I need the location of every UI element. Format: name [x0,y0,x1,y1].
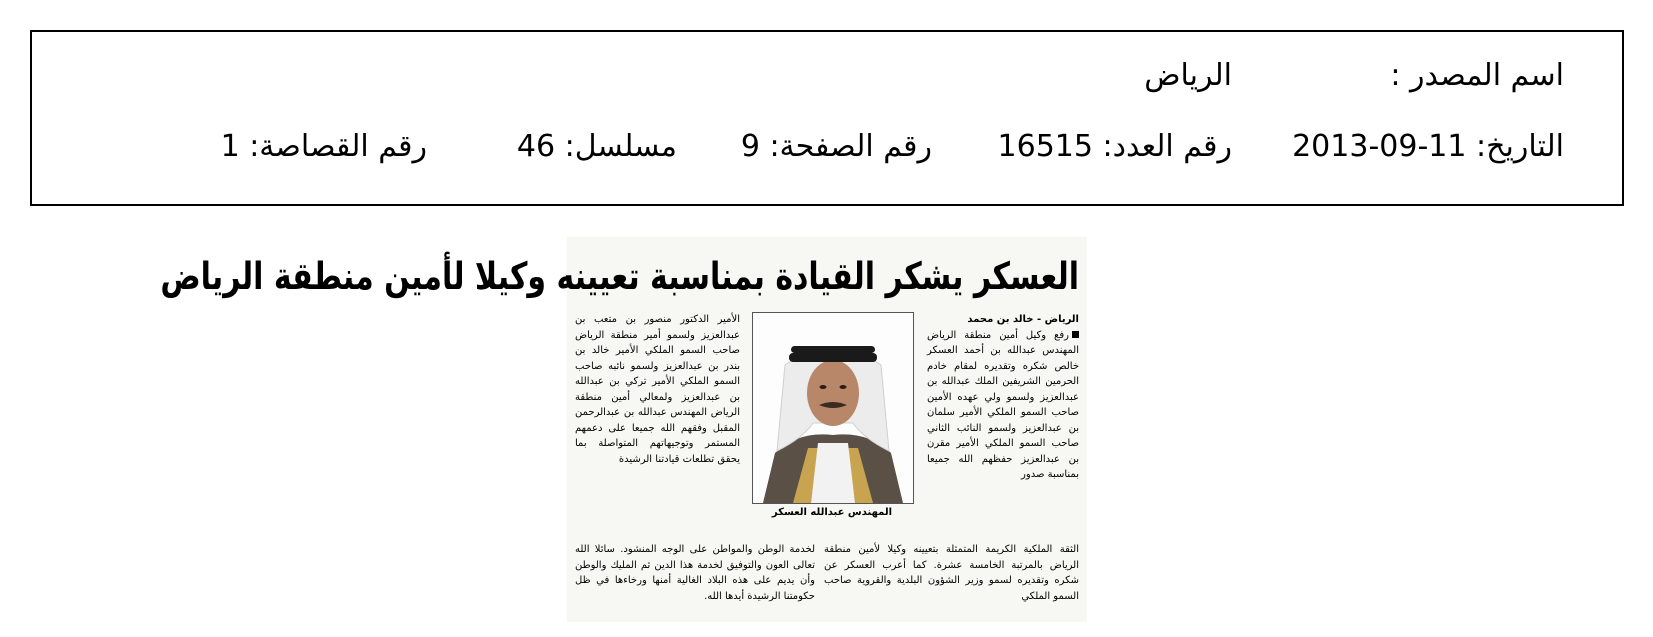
clip-number-field: رقم القصاصة: 1 [220,129,427,164]
article-column-bottom-right: الثقة الملكية الكريمة المتمثلة بتعيينه وكيلا لأمين منطقة الرياض بالمرتبة الخامسة عشرة. كما أعرب العسكر عن شكره وتقديره لسمو وزير الشؤون البلدية والقروية صاحب السمو الملكي [824,544,1079,602]
issue-number-field: رقم العدد: 16515 [997,129,1232,164]
page-number-field: رقم الصفحة: 9 [740,129,932,164]
newspaper-clipping [160,237,1087,622]
column-right-text: رفع وكيل أمين منطقة الرياض المهندس عبدالله بن أحمد العسكر خالص شكره وتقديره لمقام خادم الحرمين الشريفين الملك عبدالله بن عبدالعزيز ولسمو ولي عهده الأمين صاحب السمو الملكي الأمير سلمان بن عبدالعزيز ولسمو النائب الثاني صاحب السمو الملكي الأمير مقرن بن عبدالعزيز حفظهم الله جميعا بمناسبة صدور [927,329,1079,480]
article-headline: العسكر يشكر القيادة بمناسبة تعيينه وكيلا لأمين منطقة الرياض [160,255,1079,299]
date-field: التاريخ: 11-09-2013 [1292,129,1564,164]
article-byline: الرياض - خالد بن محمد [967,314,1079,325]
portrait-illustration-icon [753,313,913,503]
article-column-bottom-left: لخدمة الوطن والمواطن على الوجه المنشود. سائلا الله تعالى العون والتوفيق لخدمة هذا الدين ثم المليك والوطن وأن يديم على هذه البلاد الغالية أمنها ورخاءها في ظل حكومتنا الرشيدة أيدها الله. [575,544,815,602]
bullet-icon [1072,331,1079,338]
serial-field: مسلسل: 46 [516,129,677,164]
article-column-left: الأمير الدكتور منصور بن متعب بن عبدالعزيز ولسمو أمير منطقة الرياض صاحب السمو الملكي الأمير خالد بن بندر بن عبدالعزيز ولسمو نائبه صاحب السمو الملكي الأمير تركي بن عبدالله بن عبدالعزيز ولمعالي أمين منطقة الرياض المهندس عبدالله بن عبدالرحمن المقبل وفقهم الله جميعا على دعمهم المستمر وتوجيهاتهم المتواصلة بما يحقق تطلعات قيادتنا الرشيدة [575,314,740,465]
source-label: اسم المصدر : [1390,58,1564,93]
source-value: الرياض [1144,58,1232,93]
portrait-photo [752,312,914,504]
source-info-box [30,30,1624,206]
article-column-right [927,312,1079,483]
photo-caption: المهندس عبدالله العسكر [771,507,893,518]
